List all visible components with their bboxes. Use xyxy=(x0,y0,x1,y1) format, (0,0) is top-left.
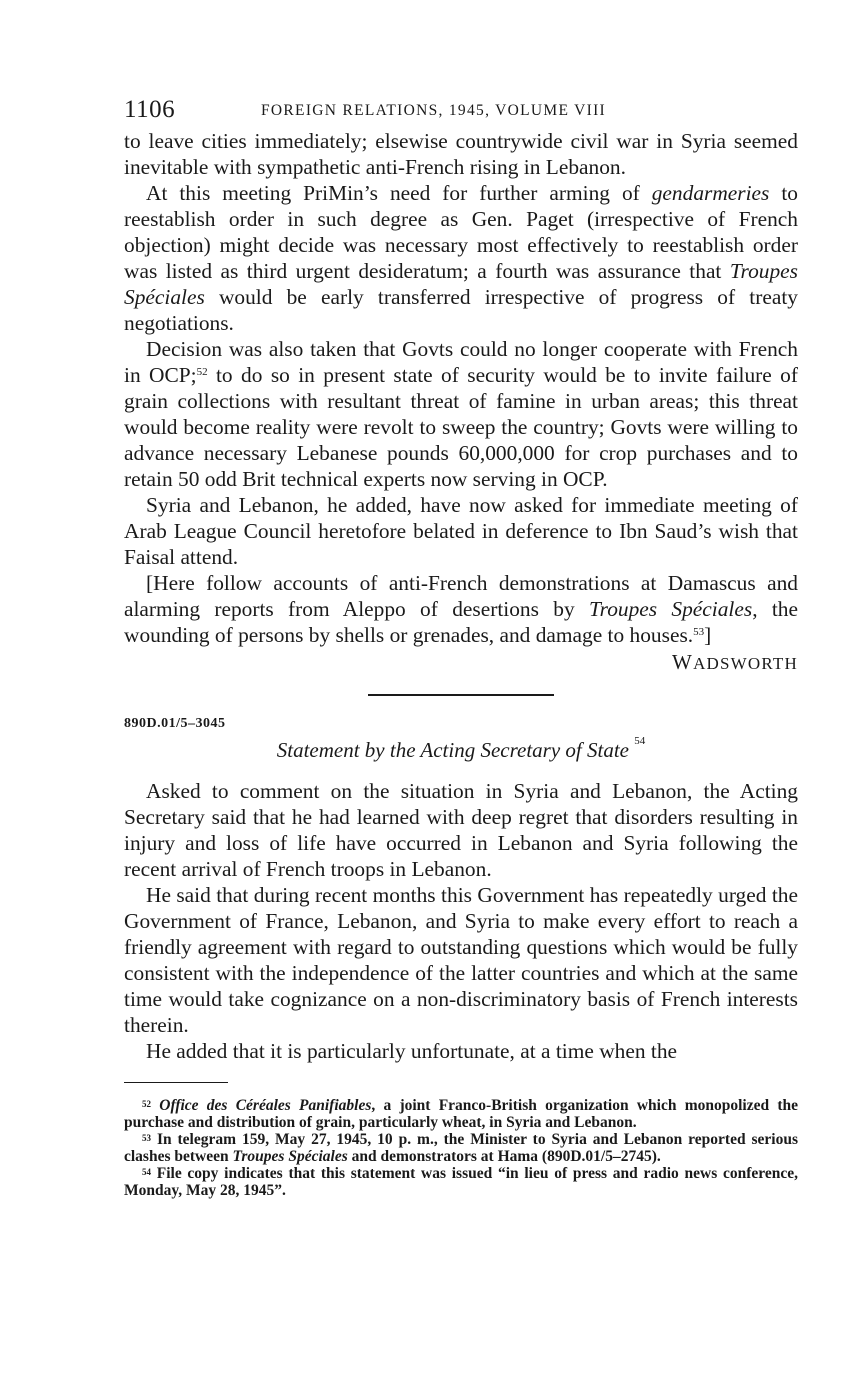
paragraph: [Here follow accounts of anti-French demonstrations at Damascus and alarming reports from Aleppo of desertions by Troupes Spéciales, the wounding of persons by shells or grenades, and damage to houses.$^{53}$] xyxy=(124,571,798,647)
signature: WADSWORTH xyxy=(672,650,798,674)
paragraph: Syria and Lebanon, he added, have now asked for immediate meeting of Arab League Council heretofore belated in deference to Ibn Saud’s wish that Faisal attend. xyxy=(124,493,798,569)
document-title: Statement by the Acting Secretary of State $^{54}$ xyxy=(276,735,646,762)
page-number: 1106 xyxy=(124,96,176,123)
paragraph: to leave cities immediately; elsewise countrywide civil war in Syria seemed inevitable with sympathetic anti-French rising in Lebanon. xyxy=(124,129,798,179)
first-document-body xyxy=(124,128,798,675)
footnotes xyxy=(124,1097,798,1199)
footnote-ref[interactable]: 52 xyxy=(196,366,208,378)
section-divider xyxy=(368,694,554,696)
paragraph: At this meeting PriMin’s need for further arming of gendarmeries to reestablish order in such degree as Gen. Paget (irrespective of French objection) might decide was necessary most effectively to reestablish order was listed as third urgent desideratum; a fourth was assurance that Troupes Spéciales would be early transferred irrespective of progress of treaty negotiations. xyxy=(124,181,798,335)
footnote-ref[interactable]: 53 xyxy=(693,626,705,638)
document-id: 890D.01/5–3045 xyxy=(124,716,226,731)
footnote-ref[interactable]: 54 xyxy=(634,735,646,747)
second-document-body xyxy=(124,778,798,1064)
paragraph: Decision was also taken that Govts could no longer cooperate with French in OCP;$^{52}$ to do so in present state of security would be to invite failure of grain collections with resultant threat of famine in urban areas; this threat would become reality were revolt to sweep the country; Govts were willing to advance necessary Lebanese pounds 60,000,000 for crop purchases and to retain 50 odd Brit technical experts now serving in OCP. xyxy=(124,337,798,491)
footnote: $^{53}$ In telegram 159, May 27, 1945, 10 p. m., the Minister to Syria and Lebanon reported serious clashes between Troupes Spéciales and demonstrators at Hama (890D.01/5–2745). xyxy=(124,1131,798,1165)
paragraph: He said that during recent months this Government has repeatedly urged the Government of France, Lebanon, and Syria to make every effort to reach a friendly agreement with regard to outstanding questions which would be fully consistent with the independence of the latter countries and which at the same time would take cognizance on a non-discriminatory basis of French interests therein. xyxy=(124,883,798,1037)
page-header xyxy=(124,96,798,128)
paragraph: He added that it is particularly unfortunate, at a time when the xyxy=(146,1039,678,1063)
running-head: FOREIGN RELATIONS, 1945, VOLUME VIII xyxy=(261,102,607,119)
document-page xyxy=(124,96,798,1199)
paragraph: Asked to comment on the situation in Syria and Lebanon, the Acting Secretary said that he had learned with deep regret that disorders resulting in injury and loss of life have occurred in Lebanon and Syria following the recent arrival of French troops in Lebanon. xyxy=(124,779,798,881)
footnote: $^{52}$ Office des Céréales Panifiables, a joint Franco-British organization which monopolized the purchase and distribution of grain, particularly wheat, in Syria and Lebanon. xyxy=(124,1097,799,1131)
footnote-divider xyxy=(124,1082,228,1083)
footnote: $^{54}$ File copy indicates that this statement was issued “in lieu of press and radio news conference, Monday, May 28, 1945”. xyxy=(124,1165,798,1199)
